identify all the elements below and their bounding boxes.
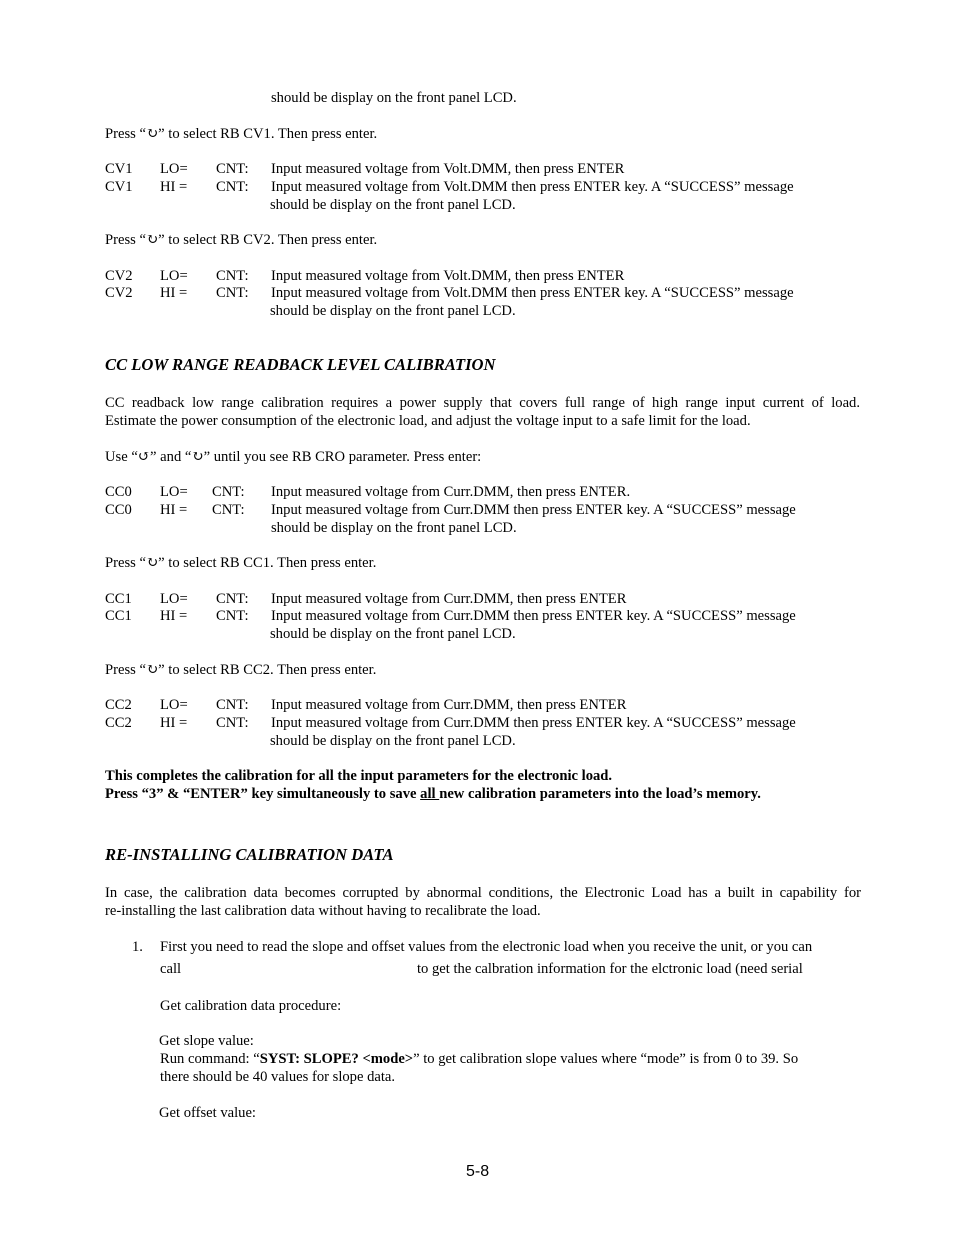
cell-channel: CV1: [105, 161, 133, 177]
cell-channel: CC0: [105, 484, 132, 500]
cell-cnt: CNT:: [216, 268, 249, 284]
cell-cnt: CNT:: [212, 502, 245, 518]
cell-level: HI =: [160, 179, 188, 195]
paragraph-line: re-installing the last calibration data without having to recalibrate the load.: [105, 903, 541, 919]
cell-desc: Input measured voltage from Curr.DMM, then press ENTER.: [271, 484, 631, 500]
instruction-use: Use “↺” and “↻” until you see RB CRO parameter. Press enter:: [105, 449, 482, 465]
step-get-slope: Get slope value:: [159, 1033, 254, 1049]
paragraph-line: Estimate the power consumption of the electronic load, and adjust the voltage input to a safe limit for the load.: [105, 413, 751, 429]
cell-desc: Input measured voltage from Volt.DMM then press ENTER key. A “SUCCESS” message: [271, 285, 794, 301]
cell-level: HI =: [160, 715, 188, 731]
cell-desc: Input measured voltage from Volt.DMM then press ENTER key. A “SUCCESS” message: [271, 179, 794, 195]
paragraph-line: CC readback low range calibration requires a power supply that covers full range of high range input current of load.: [105, 395, 860, 411]
paragraph-line: In case, the calibration data becomes corrupted by abnormal conditions, the Electronic Load has a built in capability for: [105, 885, 861, 901]
instruction-press-cv1: Press “↻” to select RB CV1. Then press enter.: [105, 126, 378, 142]
run-command-line: there should be 40 values for slope data.: [160, 1069, 396, 1085]
save-text-all: all: [420, 786, 440, 802]
cell-cnt: CNT:: [216, 608, 249, 624]
continuation-text: should be display on the front panel LCD.: [270, 303, 516, 319]
cell-cnt: CNT:: [212, 484, 245, 500]
save-text-pre: Press “3” & “ENTER” key simultaneously to save: [105, 786, 421, 802]
instruction-press-cv2: Press “↻” to select RB CV2. Then press enter.: [105, 232, 378, 248]
cell-desc: Input measured voltage from Curr.DMM then press ENTER key. A “SUCCESS” message: [271, 715, 796, 731]
list-item-number: 1.: [132, 939, 143, 955]
cell-level: LO=: [160, 268, 188, 284]
save-text-post: new calibration parameters into the load’s memory.: [439, 786, 761, 802]
cell-channel: CC1: [105, 608, 132, 624]
command-code: SYST: SLOPE? <mode>: [259, 1051, 414, 1067]
cell-cnt: CNT:: [216, 697, 249, 713]
continuation-text: should be display on the front panel LCD.: [270, 626, 516, 642]
cell-level: LO=: [160, 161, 188, 177]
cell-desc: Input measured voltage from Curr.DMM then press ENTER key. A “SUCCESS” message: [271, 608, 796, 624]
save-instruction: [105, 785, 761, 803]
continuation-text: should be display on the front panel LCD.: [271, 90, 517, 106]
run-text-post: ” to get calibration slope values where “mode” is from 0 to 39. So: [413, 1051, 799, 1067]
cell-desc: Input measured voltage from Volt.DMM, then press ENTER: [271, 161, 625, 177]
procedure-title: Get calibration data procedure:: [160, 998, 342, 1014]
continuation-text: should be display on the front panel LCD.: [270, 197, 516, 213]
cell-level: HI =: [160, 502, 188, 518]
cell-channel: CC2: [105, 715, 132, 731]
cell-channel: CV1: [105, 179, 133, 195]
section-heading-cc-low-range: CC LOW RANGE READBACK LEVEL CALIBRATION: [105, 355, 496, 374]
cell-desc: Input measured voltage from Volt.DMM, then press ENTER: [271, 268, 625, 284]
list-item-text: to get the calbration information for the elctronic load (need serial: [417, 961, 803, 977]
cell-channel: CC2: [105, 697, 132, 713]
completion-note: This completes the calibration for all the input parameters for the electronic load.: [105, 768, 613, 784]
cell-channel: CV2: [105, 268, 133, 284]
cell-cnt: CNT:: [216, 179, 249, 195]
cell-cnt: CNT:: [216, 285, 249, 301]
cell-cnt: CNT:: [216, 161, 249, 177]
cell-level: LO=: [160, 697, 188, 713]
run-text-pre: Run command: “: [160, 1051, 260, 1067]
list-item-text: call: [160, 961, 182, 977]
instruction-press-cc1: Press “↻” to select RB CC1. Then press enter.: [105, 555, 377, 571]
continuation-text: should be display on the front panel LCD.: [271, 520, 517, 536]
cell-cnt: CNT:: [216, 715, 249, 731]
cell-level: LO=: [160, 591, 188, 607]
step-get-offset: Get offset value:: [159, 1105, 256, 1121]
cell-desc: Input measured voltage from Curr.DMM, then press ENTER: [271, 697, 627, 713]
continuation-text: should be display on the front panel LCD.: [270, 733, 516, 749]
section-heading-reinstalling: RE-INSTALLING CALIBRATION DATA: [105, 845, 394, 864]
cell-channel: CC1: [105, 591, 132, 607]
instruction-press-cc2: Press “↻” to select RB CC2. Then press enter.: [105, 662, 377, 678]
cell-level: LO=: [160, 484, 188, 500]
cell-desc: Input measured voltage from Curr.DMM, then press ENTER: [271, 591, 627, 607]
cell-level: HI =: [160, 285, 188, 301]
cell-channel: CC0: [105, 502, 132, 518]
cell-level: HI =: [160, 608, 188, 624]
run-command-line: [160, 1050, 798, 1068]
list-item-text: First you need to read the slope and offset values from the electronic load when you receive the unit, or you can: [160, 939, 813, 955]
cell-channel: CV2: [105, 285, 133, 301]
cell-desc: Input measured voltage from Curr.DMM then press ENTER key. A “SUCCESS” message: [271, 502, 796, 518]
cell-cnt: CNT:: [216, 591, 249, 607]
page-number: 5-8: [466, 1163, 490, 1180]
